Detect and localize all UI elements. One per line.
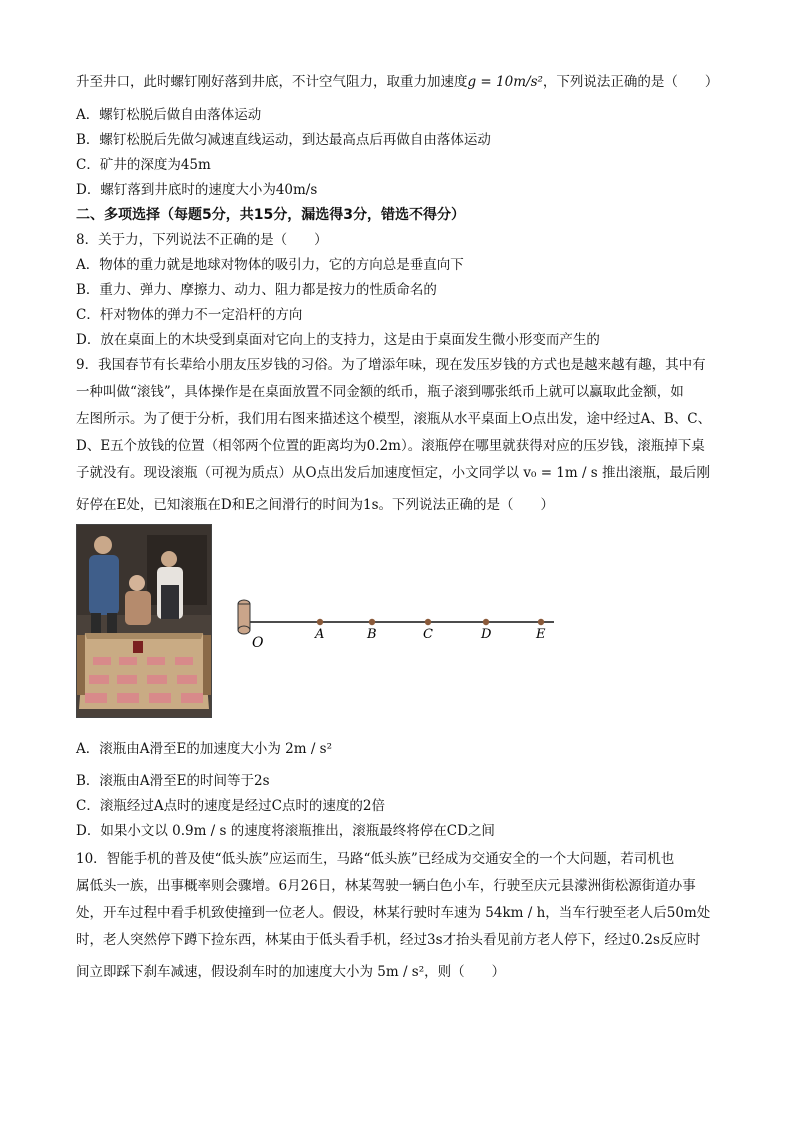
q9-stem-line-5: 子就没有。现设滚瓶（可视为质点）从O点出发后加速度恒定，小文同学以 v₀ = 1m / s 推出滚瓶，最后刚 xyxy=(76,465,711,481)
q9-stem-line-4: D、E五个放钱的位置（相邻两个位置的距离均为0.2m）。滚瓶停在哪里就获得对应的压岁钱，滚瓶掉下桌 xyxy=(76,438,705,454)
q9-option-c: C．滚瓶经过A点时的速度是经过C点时的速度的2倍 xyxy=(76,798,385,814)
q7-stem-tail xyxy=(76,73,718,91)
q8-option-a: A．物体的重力就是地球对物体的吸引力，它的方向总是垂直向下 xyxy=(76,257,464,273)
point-e-marker xyxy=(538,619,544,625)
rolling-money-photo xyxy=(76,524,212,718)
q7-text-a: 升至井口，此时螺钉刚好落到井底，不计空气阻力，取重力加速度 xyxy=(76,74,468,90)
q10-stem-line-5: 间立即踩下刹车减速，假设刹车时的加速度大小为 5m / s²，则（ ） xyxy=(76,964,506,980)
q9-option-d: D．如果小文以 0.9m / s 的速度将滚瓶推出，滚瓶最终将停在CD之间 xyxy=(76,823,495,839)
q7-option-c: C．矿井的深度为45m xyxy=(76,157,211,173)
q9-stem-line-2: 一种叫做“滚钱”，具体操作是在桌面放置不同金额的纸币，瓶子滚到哪张纸币上就可以赢取此金额，如 xyxy=(76,384,684,400)
q9-stem-line-3: 左图所示。为了便于分析，我们用右图来描述这个模型，滚瓶从水平桌面上O点出发，途中经过A、B、C、 xyxy=(76,411,712,427)
point-d-marker xyxy=(483,619,489,625)
q10-stem-line-2: 属低头一族，出事概率则会骤增。6月26日，林某驾驶一辆白色小车，行驶至庆元县濛洲街松源街道办事 xyxy=(76,878,696,894)
photo-drawing xyxy=(77,525,211,717)
section-heading: 二、多项选择（每题5分，共15分，漏选得3分，错选不得分） xyxy=(76,207,465,223)
q9-stem-line-6: 好停在E处，已知滚瓶在D和E之间滑行的时间为1s。下列说法正确的是（ ） xyxy=(76,497,555,513)
q10-stem-line-1: 10．智能手机的普及使“低头族”应运而生，马路“低头族”已经成为交通安全的一个大问题，若司机也 xyxy=(76,851,675,867)
label-e: E xyxy=(536,627,546,642)
point-a-marker xyxy=(317,619,323,625)
q7-text-b: ，下列说法正确的是（ ） xyxy=(542,74,719,90)
point-b-marker xyxy=(369,619,375,625)
q8-option-b: B．重力、弹力、摩擦力、动力、阻力都是按力的性质命名的 xyxy=(76,282,437,298)
label-b: B xyxy=(367,627,377,642)
bottle-icon xyxy=(238,600,250,634)
q7-option-d: D．螺钉落到井底时的速度大小为40m/s xyxy=(76,182,318,198)
q9-stem-line-1: 9．我国春节有长辈给小朋友压岁钱的习俗。为了增添年味，现在发压岁钱的方式也是越来越有趣，其中有 xyxy=(76,357,706,373)
q7-option-a: A．螺钉松脱后做自由落体运动 xyxy=(76,107,262,123)
label-c: C xyxy=(423,627,433,642)
q7-option-b: B．螺钉松脱后先做匀减速直线运动，到达最高点后再做自由落体运动 xyxy=(76,132,491,148)
q8-stem: 8．关于力，下列说法不正确的是（ ） xyxy=(76,232,328,248)
q8-option-c: C．杆对物体的弹力不一定沿杆的方向 xyxy=(76,307,303,323)
q9-option-b: B．滚瓶由A滑至E的时间等于2s xyxy=(76,773,270,789)
label-d: D xyxy=(481,627,492,642)
bottle-track-diagram xyxy=(232,596,562,656)
label-a: A xyxy=(315,627,325,642)
q10-stem-line-4: 时，老人突然停下蹲下捡东西，林某由于低头看手机，经过3s才抬头看见前方老人停下，经过0.2s反应时 xyxy=(76,932,701,948)
q10-stem-line-3: 处，开车过程中看手机致使撞到一位老人。假设，林某行驶时车速为 54km / h，当车行驶至老人后50m处 xyxy=(76,905,711,921)
label-o: O xyxy=(252,635,264,651)
q9-option-a: A．滚瓶由A滑至E的加速度大小为 2m / s² xyxy=(76,741,333,757)
q8-option-d: D．放在桌面上的木块受到桌面对它向上的支持力，这是由于桌面发生微小形变而产生的 xyxy=(76,332,600,348)
point-c-marker xyxy=(425,619,431,625)
q7-g-expr: g = 10m/s² xyxy=(467,74,543,90)
